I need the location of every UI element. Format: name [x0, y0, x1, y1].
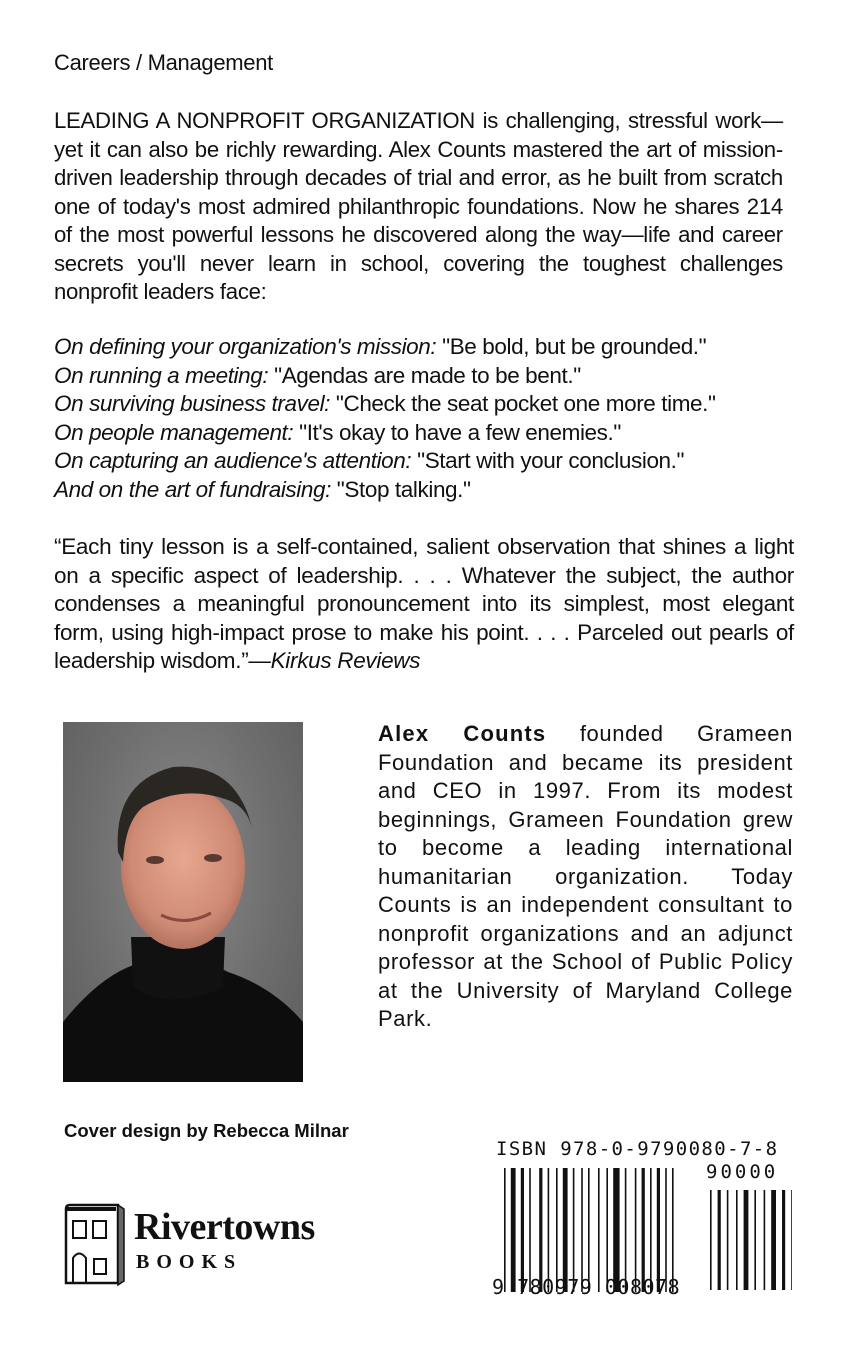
description-lead: LEADING A NONPROFIT ORGANIZATION: [54, 108, 476, 133]
description-paragraph: [54, 107, 783, 307]
lesson-topic: On defining your organization's mission:: [54, 334, 437, 359]
author-photo: [63, 722, 303, 1082]
addon-bar: [736, 1190, 738, 1290]
addon-bar: [710, 1190, 712, 1290]
barcode-bar: [657, 1168, 660, 1292]
ean-number: 9 780979 008078: [492, 1275, 681, 1299]
barcode-bar: [642, 1168, 645, 1292]
addon-bar: [744, 1190, 749, 1290]
lesson-item: [54, 390, 814, 419]
lesson-topic: On running a meeting:: [54, 362, 269, 388]
addon-number: 90000: [706, 1161, 779, 1183]
category-label: Careers / Management: [54, 50, 273, 75]
lesson-quote: "Be bold, but be grounded.": [436, 334, 707, 359]
author-bio-text: founded Grameen Foundation and became its president and CEO in 1997. From its modest beginnings, Grameen Foundation grew to become a leading international humanitarian organization. Today Counts is an independent consultant to nonprofit organizations and an adjunct professor at the School of Public Policy at the University of Maryland College Park.: [378, 721, 793, 1031]
publisher-name: Rivertowns: [134, 1206, 315, 1248]
author-name: Alex Counts: [378, 721, 547, 746]
lesson-item: [54, 476, 814, 505]
lesson-item: [54, 419, 814, 448]
lesson-item: [54, 447, 814, 476]
cover-design-credit: Cover design by Rebecca Milnar: [64, 1120, 349, 1141]
barcode-bar: [563, 1168, 568, 1292]
addon-bar: [771, 1190, 776, 1290]
lesson-topic: On surviving business travel:: [54, 391, 331, 416]
barcode-bar: [511, 1168, 516, 1292]
addon-bar: [782, 1190, 785, 1290]
isbn-label: ISBN 978-0-9790080-7-8: [496, 1138, 779, 1160]
barcode-bar: [606, 1168, 608, 1292]
lesson-quote: "It's okay to have a few enemies.": [293, 419, 621, 445]
addon-bar: [727, 1190, 729, 1290]
lesson-topic: On people management:: [54, 419, 294, 445]
addon-bar: [754, 1190, 756, 1290]
barcode-bar: [548, 1168, 550, 1292]
barcode-bar: [588, 1168, 590, 1292]
lesson-topic: On capturing an audience's attention:: [54, 448, 412, 473]
review-source: Kirkus Reviews: [270, 648, 421, 673]
lesson-quote: "Check the seat pocket one more time.": [330, 391, 716, 416]
lesson-quote: "Start with your conclusion.": [411, 448, 685, 473]
barcode-bar: [650, 1168, 652, 1292]
barcode-bar: [573, 1168, 575, 1292]
publisher-logo: [62, 1203, 362, 1288]
review-quote: [54, 533, 794, 676]
barcode-bar: [504, 1168, 506, 1292]
addon-bar: [764, 1190, 766, 1290]
review-text: “Each tiny lesson is a self-contained, salient observation that shines a light on a specific aspect of leadership. . . . Whatever the subject, the author condenses a meaningful pronouncement into its simplest, most elegant form, using high-impact prose to make his point. . . . Parceled out pearls of leadership wisdom.”—: [54, 534, 794, 673]
lesson-topic: And on the art of fundraising:: [54, 476, 331, 502]
lesson-quote: "Agendas are made to be bent.": [268, 362, 581, 388]
barcode-bar: [625, 1168, 627, 1292]
barcode-bar: [539, 1168, 542, 1292]
lesson-item: [54, 333, 814, 362]
addon-bar: [791, 1190, 792, 1290]
barcode-bar: [598, 1168, 600, 1292]
description-text: is challenging, stressful work—yet it can also be richly rewarding. Alex Counts mastered the art of mission-driven leadership through decades of trial and error, as he built from scratch one of today's most admired philanthropic foundations. Now he shares 214 of the most powerful lessons he discovered along the way—life and career secrets you'll never learn in school, covering the toughest challenges nonprofit leaders face:: [54, 108, 783, 304]
lesson-item: [54, 362, 814, 391]
book-house-icon: [62, 1203, 126, 1287]
barcode-bar: [613, 1168, 619, 1292]
lessons-list: [54, 333, 814, 504]
barcode-bar: [529, 1168, 531, 1292]
barcode-bar: [665, 1168, 667, 1292]
author-portrait-illustration: [63, 722, 303, 1082]
author-bio: [378, 720, 793, 1034]
lesson-quote: "Stop talking.": [330, 476, 471, 502]
barcode-bar: [635, 1168, 637, 1292]
isbn-barcode: [492, 1138, 792, 1303]
barcode-bar: [581, 1168, 583, 1292]
barcode-bar: [521, 1168, 524, 1292]
publisher-subtitle: BOOKS: [136, 1251, 243, 1273]
barcode-bar: [672, 1168, 674, 1292]
barcode-bar: [556, 1168, 558, 1292]
addon-bar: [718, 1190, 721, 1290]
